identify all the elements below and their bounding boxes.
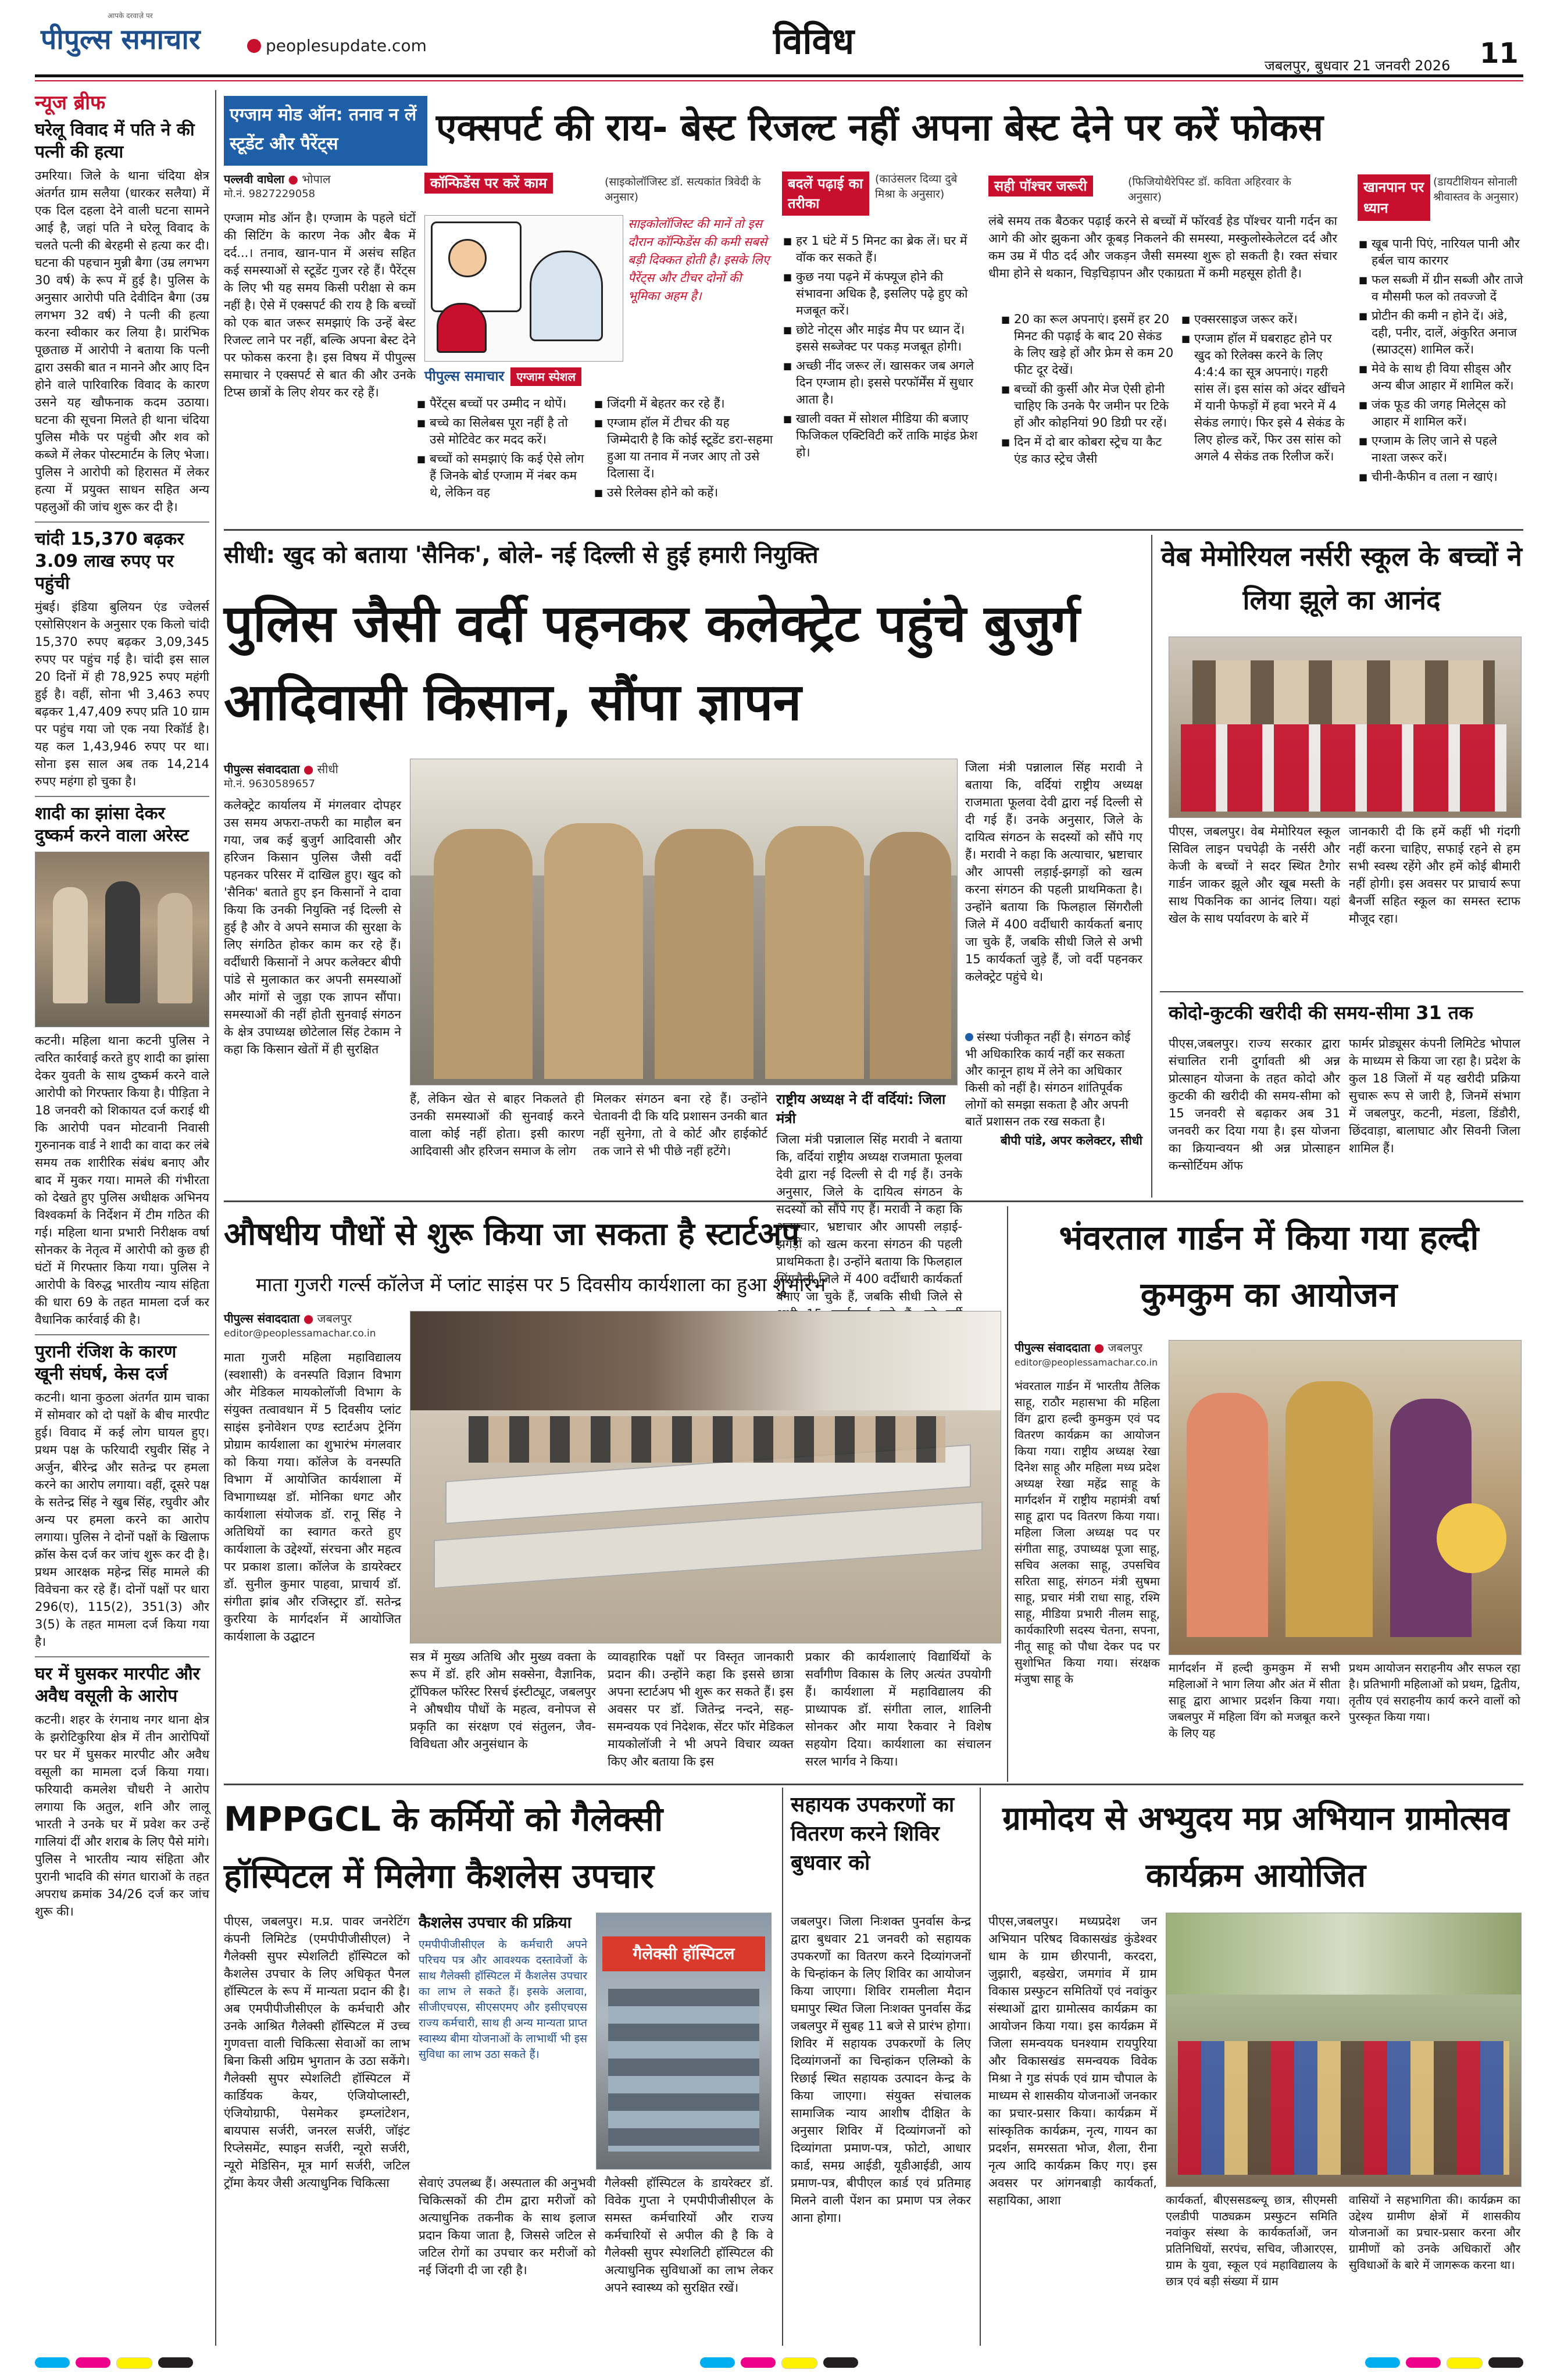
- brief-title: घर में घुसकर मारपीट और अवैध वसूली के आरोप: [35, 1664, 200, 1706]
- masthead-rule: [35, 74, 1523, 77]
- logo-tagline: आपके दरवाज़े पर: [108, 12, 153, 20]
- cartoon-quote: साइकोलॉजिस्ट की मानें तो इस दौरान कॉन्फिडेंस की कमी सबसे बड़ी दिक्कत होती है। इसके लिए पैरेंट्स और टीचर दोनों की भूमिका अहम है।: [628, 217, 770, 303]
- startup-byline: पीपुल्स संवाददाता ● जबलपुर editor@peoplessamachar.co.in: [224, 1311, 376, 1339]
- exam-cartoon: [424, 215, 623, 362]
- masthead-logo: [41, 12, 238, 57]
- brief-body: कटनी। महिला थाना कटनी पुलिस ने त्वरित कार्रवाई करते हुए शादी का झांसा देकर युवती के साथ दुष्कर्म करने वाले आरोपी को गिरफ्तार किया है। पीड़िता ने 18 जनवरी को शिकायत दर्ज कराई थी कि आरोपी पवन मोटवानी निवासी गुरुनानक वार्ड ने शादी का वादा कर लंबे समय तक शारीरिक संबंध बनाए और बाद में मुकर गया। मामले की गंभीरता को देखते हुए पुलिस अधीक्षक अभिनय विश्वकर्मा के निर्देशन में टीम गठित की गई। महिला थाना प्रभारी निरीक्षक वर्षा सोनकर के नेतृत्व में आरोपी को कुछ ही घंटों में गिरफ्तार किया गया। पुलिस ने आरोपी के विरुद्ध भारतीय न्याय संहिता की धारा 69 के तहत मामला दर्ज कर वैधानिक कार्रवाई की है।: [35, 1034, 209, 1327]
- mppgcl-headline: MPPGCL के कर्मियों को गैलेक्सी हॉस्पिटल में मिलेगा कैशलेस उपचार: [224, 1799, 663, 1896]
- startup-right-rule: [1007, 1206, 1008, 1782]
- yellow-swatch: [781, 2357, 817, 2369]
- brief-label: न्यूज ब्रीफ: [35, 91, 106, 115]
- site-url[interactable]: peoplesupdate.com: [266, 36, 427, 55]
- magenta-swatch: [1406, 2357, 1441, 2368]
- black-swatch: [1488, 2357, 1523, 2368]
- brief-divider: [35, 521, 209, 523]
- police-col-4: जिला मंत्री पन्नालाल सिंह मरावी ने बताया कि, वर्दियां राष्ट्रीय अध्यक्ष राजमाता फूलवा देवी द्वारा नई दिल्ली से दी गई हैं। उनके अनुसार, जिले के दायित्व संगठन के सदस्यों को सौंपे गए हैं। मरावी ने कहा कि अत्याचार, भ्रष्टाचार और आपसी लड़ाई-झगड़ों को खत्म करना संगठन की पहली प्राथमिकता है। उन्होंने बताया कि फिलहाल सिंगरौली जिले में 400 वर्दीधारी कार्यकर्ता बनाए जा चुके हैं, जबकि सीधी जिले से अभी 15 कार्यकर्ता जुड़े हैं, जो वर्दी पहनकर कलेक्ट्रेट पहुंचे थे।: [965, 760, 1142, 984]
- haldi-byline: पीपुल्स संवाददाता ● जबलपुर editor@peoplessamachar.co.in: [1015, 1341, 1158, 1368]
- section-title: विविध: [773, 20, 855, 62]
- yellow-swatch: [1447, 2357, 1483, 2369]
- brief-title: घरेलू विवाद में पति ने की पत्नी की हत्या: [35, 120, 195, 162]
- haldi-headline: भंवरताल गार्डन में किया गया हल्दी कुमकुम का आयोजन: [1059, 1218, 1479, 1314]
- masthead: [0, 0, 1557, 76]
- nursery-headline: वेब मेमोरियल नर्सरी स्कूल के बच्चों ने लिया झूले का आनंद: [1161, 541, 1522, 616]
- cashless-box-body: एमपीपीजीसीएल के कर्मचारी अपने परिचय पत्र और आवश्यक दस्तावेजों के साथ गैलेक्सी हॉस्पिटल में कैशलेस उपचार का लाभ ले सकते हैं। इसके अलावा, सीजीएचएस, सीएसएमए और इसीएचएस राज्य कर्मचारी, साथ ही अन्य मान्यता प्राप्त स्वास्थ्य बीमा योजनाओं के लाभार्थी भी इस सुविधा का लाभ उठा सकते हैं।: [419, 1938, 587, 2061]
- cashless-box-title: कैशलेस उपचार की प्रक्रिया: [419, 1914, 572, 1932]
- gram-caption-a: कार्यकर्ता, बीएससडब्ल्यू छात्र, सीएमसी एलडीपी पाठ्यक्रम प्रस्फुटन समिति नवांकुर संस्था के कार्यकर्ताओं, जन प्रतिनिधियों, सरपंच, सचिव, जीआरएस, ग्राम के युवा, स्कूल एवं महाविद्यालय के छात्र एवं बड़ी संख्या में ग्राम: [1166, 2193, 1337, 2288]
- exam-bottom-rule: [224, 529, 1523, 531]
- posture-bullets-a: ■ 20 का रूल अपनाएं। इसमें हर 20 मिनट की पढ़ाई के बाद 20 सेकंड के लिए खड़े हों और फ्रेम से कम 20 फीट दूर देखें। ■ बच्चों की कुर्सी और मेज ऐसी होनी चाहिए कि उनके पैर जमीन पर टिके हों और कोहनियां 90 डिग्री पर रहें। ■ दिन में दो बार कोबरा स्ट्रेच या कैट एंड काउ स्ट्रेच जैसी: [1000, 311, 1174, 526]
- police-right-rule: [1151, 535, 1152, 1198]
- kodo-body-b: फार्मर प्रोड्यूसर कंपनी लिमिटेड भोपाल के माध्यम से किया जा रहा है। प्रदेश के कुल 18 जिलों में यह खरीदी प्रक्रिया सुचारू रूप से जारी है, जिनमें संभाग में जबलपुर, कटनी, मंडला, डिंडौरी, छिंदवाड़ा, बालाघाट और सिवनी जिला शामिल हैं।: [1349, 1037, 1520, 1155]
- exam-headline: एक्सपर्ट की राय- बेस्ट रिजल्ट नहीं अपना बेस्ट देने पर करें फोकस: [436, 106, 1323, 149]
- confidence-bullets-b: ■ जिंदगी में बेहतर कर रहे हैं। ■ एग्जाम हॉल में टीचर की यह जिम्मेदारी है कि कोई स्टूडेंट डरा-सहमा हुआ या तनाव में नजर आए तो उसे दिलासा दें। ■ उसे रिलेक्स होने को कहें।: [593, 395, 773, 523]
- location-dot-icon: ●: [1094, 1341, 1105, 1355]
- news-brief-column: [35, 90, 209, 2346]
- haldi-caption-a: मार्गदर्शन में हल्दी कुमकुम में सभी महिलाओं ने भाग लिया और अंत में सीता साहू द्वारा आभार प्रदर्शन किया गया। जबलपुर में महिला विंग को मजबूत करने के लिए यह: [1169, 1661, 1340, 1740]
- brief-body: कटनी। शहर के रंगनाथ नगर थाना क्षेत्र के झरोटिकुरिया क्षेत्र में तीन आरोपियों पर घर में घुसकर मारपीट और अवैध वसूली का मामला दर्ज किया गया। फरियादी कमलेश चौधरी ने आरोप लगाया कि अतुल, शनि और लालू भारती ने उनके घर में प्रवेश कर उन्हें गालियां दीं और शराब के लिए पैसे मांगे। पुलिस ने भारतीय न्याय संहिता और पुरानी भादवि की संगत धाराओं के तहत अपराध क्रमांक 34/26 दर्ज कर जांच शुरू की।: [35, 1713, 209, 1918]
- haldi-caption-b: प्रथम आयोजन सराहनीय और सफल रहा है। प्रतिभागी महिलाओं को प्रथम, द्वितीय, तृतीय एवं सराहनीय कार्य करने वालों को पुरस्कृत किया गया।: [1349, 1661, 1520, 1724]
- brief-body: उमरिया। जिले के थाना चंदिया क्षेत्र अंतर्गत ग्राम सलैया (धारकर सलैया) में एक दिल दहला देने वाली घटना सामने आई है, जहां पति ने घरेलू विवाद के चलते पत्नी की बेरहमी से हत्या कर दी। घटना की पहचान मुन्नी बैगा (उम्र लगभग 30 वर्ष) के रूप में हुई है। पुलिस के अनुसार आरोपी पति देवीदिन बैगा (उम्र लगभग 32 वर्ष) ने पत्नी की हत्या करना स्वीकार कर लिया है। प्रारंभिक पूछताछ में आरोपी ने बताया कि पत्नी द्वारा उसकी बात न मानने और आए दिन होने वाले पारिवारिक विवाद के कारण उसने यह खौफनाक कदम उठाया। घटना की सूचना मिलते ही थाना चंदिया पुलिस मौके पर पहुंची और शव को कब्जे में लेकर पोस्टमार्टम के लिए भेजा। पुलिस ने आरोपी को हिरासत में लेकर हत्या में प्रयुक्त साधन सहित अन्य पहलुओं की जांच शुरू कर दी है।: [35, 169, 209, 514]
- cyan-swatch: [1365, 2357, 1400, 2368]
- nursery-body-a: पीएस, जबलपुर। वेब मेमोरियल स्कूल सिविल लाइन पचपेढ़ी के नर्सरी और केजी के बच्चों ने सदर स्थित टैगोर गार्डन जाकर झूले और खूब मस्ती के साथ पिकनिक का आनंद लिया। यहां खेल के साथ पर्यावरण के बारे में: [1169, 824, 1340, 925]
- page-number: 11: [1480, 37, 1519, 70]
- kodo-headline: कोदो-कुटकी खरीदी की समय-सीमा 31 तक: [1169, 1002, 1473, 1024]
- location-dot-icon: ●: [288, 172, 298, 186]
- posture-source: (फिजियोथैरेपिस्ट डॉ. कविता अहिरवार के अनुसार): [1128, 176, 1291, 203]
- brief-body: कटनी। थाना कुठला अंतर्गत ग्राम चाका में सोमवार को दो पक्षों के बीच मारपीट हुई। विवाद में कई लोग घायल हुए। प्रथम पक्ष के फरियादी रघुवीर सिंह ने अर्जुन, बीरेन्द्र और सतेन्द्र पर हमला करने का आरोप लगाया। वहीं, दूसरे पक्ष के सतेन्द्र सिंह ने खुब सिंह, रघुवीर और अन्य पर हमला करने का आरोप लगाया। पुलिस ने दोनों पक्षों के खिलाफ क्रॉस केस दर्ज कर जांच शुरू कर दी है। प्रथम आरक्षक महेन्द्र सिंह मामले की विवेचना कर रहे हैं। दोनों पक्षों पर धारा 296(ए), 115(2), 351(3) और 3(5) के तहत मामला दर्ज किया गया है।: [35, 1391, 209, 1649]
- arrest-photo: [35, 852, 209, 1027]
- confidence-bullets-a: ■ पैरेंट्स बच्चों पर उम्मीद न थोपें। ■ बच्चे का सिलेबस पूरा नहीं है तो उसे मोटिवेट कर मदद करें। ■ बच्चों को समझाएं कि कई ऐसे लोग हैं जिनके बोर्ड एग्जाम में नंबर कम थे, लेकिन वह: [416, 395, 584, 523]
- brief-column-rule: [215, 90, 216, 2346]
- sahayak-right-rule: [980, 1788, 981, 2346]
- police-col-4a: जिला मंत्री पन्नालाल सिंह मरावी ने बताया कि, वर्दियां राष्ट्रीय अध्यक्ष राजमाता फूलवा देवी द्वारा नई दिल्ली से दी गई हैं। उनके अनुसार, जिले के दायित्व संगठन के सदस्यों को सौंपे गए हैं। मरावी ने कहा कि अत्याचार, भ्रष्टाचार और आपसी लड़ाई-झगड़ों को खत्म करना संगठन की पहली प्राथमिकता है। उन्होंने बताया कि फिलहाल सिंगरौली जिले में 400 वर्दीधारी कार्यकर्ता बनाए जा चुके हैं, जबकि सीधी जिले से: [776, 1132, 962, 1303]
- globe-icon: [247, 39, 261, 53]
- startup-col-1: माता गुजरी महिला महाविद्यालय (स्वशासी) के वनस्पति विज्ञान विभाग और मेडिकल मायकोलॉजी विभाग के संयुक्त तत्वावधान में 5 दिवसीय प्लांट साइंस इनोवेशन एण्ड स्टार्टअप ट्रेनिंग प्रोग्राम कार्यशाला का शुभारंभ मंगलवार को किया गया। कॉलेज के वनस्पति विभाग में आयोजित कार्यशाला में विभागाध्यक्ष डॉ. मोनिका धगट और कार्यशाला संयोजक डॉ. रानू सिंह ने अतिथियों का स्वागत करते हुए कार्यशाला के उद्देश्यों, संरचना और महत्व पर प्रकाश डाला। कॉलेज के डायरेक्टर डॉ. सुनील कुमार पाहवा, प्राचार्य डॉ. संगीता झांब और रजिस्ट्रार डॉ. सतेन्द्र कुररिया के मार्गदर्शन में आयोजित कार्यशाला के उद्घाटन: [224, 1350, 401, 1643]
- quote-bullet-icon: [965, 1033, 973, 1041]
- brief-title: चांदी 15,370 बढ़कर 3.09 लाख रुपए पर पहुंची: [35, 529, 184, 594]
- brief-title: शादी का झांसा देकर दुष्कर्म करने वाला अरेस्ट: [35, 803, 189, 846]
- brief-body: मुंबई। इंडिया बुलियन एंड ज्वेलर्स एसोसिएशन के अनुसार एक किलो चांदी 15,370 रुपए बढ़कर 3,09,345 रुपए पर पहुंच गई है। चांदी इस साल 20 दिनों में ही 78,925 रुपए महंगी हुई है। वहीं, सोना भी 3,463 रुपए बढ़कर 1,47,409 रुपए प्रति 10 ग्राम पर पहुंच गया जो एक नया रिकॉर्ड है। यह कल 1,43,946 रुपए पर था। सोना इस साल अब तक 14,214 रुपए महंगा हो चुका है।: [35, 600, 209, 788]
- black-swatch: [158, 2357, 193, 2368]
- sahayak-headline: सहायक उपकरणों का वितरण करने शिविर बुधवार को: [791, 1793, 955, 1875]
- magenta-swatch: [741, 2357, 776, 2368]
- nursery-photo: [1169, 637, 1522, 818]
- haldi-photo: [1169, 1340, 1522, 1655]
- mppgcl-right-rule: [782, 1788, 783, 2346]
- masthead-rule-thin: [35, 80, 1523, 81]
- startup-col-2: सत्र में मुख्य अतिथि और मुख्य वक्ता के रूप में डॉ. हरि ओम सक्सेना, वैज्ञानिक, ट्रॉपिकल फॉरेस्ट रिसर्च इंस्टीट्यूट, जबलपुर ने औषधीय पौधों के महत्व, वनोपज से प्रकृति का संरक्षण एवं संतुलन, जैव-विविधता और अनुसंधान के: [410, 1650, 596, 1751]
- brief-item: [35, 1663, 209, 1920]
- confidence-tag: कॉन्फिडेंस पर करें काम: [424, 174, 599, 203]
- brief-item: [35, 1341, 209, 1650]
- diet-source: (डायटीशियन सोनाली श्रीवास्तव के अनुसार): [1433, 176, 1519, 203]
- police-col-2: हैं, लेकिन खेत से बाहर निकलते ही उनकी समस्याओं की सुनवाई करने वाला कोई नहीं होता। इसी कारण आदिवासी और हरिजन समाज के लोग: [410, 1092, 584, 1158]
- exam-byline: पल्लवी वाघेला ● भोपाल मो.नं. 9827229058: [224, 172, 331, 200]
- study-tag: बदलें पढ़ाई का तरीका: [782, 171, 869, 224]
- workshop-photo: [410, 1311, 1001, 1643]
- cyan-swatch: [700, 2357, 735, 2368]
- police-kicker: सीधी: खुद को बताया 'सैनिक', बोले- नई दिल्ली से हुई हमारी नियुक्ति: [224, 542, 819, 569]
- mppgcl-photo-caption: सेवाएं उपलब्ध हैं। अस्पताल की अनुभवी चिकित्सकों की टीम द्वारा मरीजों को अत्याधुनिक तकनीक के साथ इलाज प्रदान किया जाता है, जिससे जटिल से जटिल रोगों का उपचार कर मरीजों को नई जिंदगी दी जा रही है।: [419, 2176, 596, 2277]
- hospital-photo: [596, 1913, 772, 2170]
- startup-headline: औषधीय पौधों से शुरू किया जा सकता है स्टार्टअप: [224, 1216, 799, 1252]
- startup-col-4: प्रकार की कार्यशालाएं विद्यार्थियों के सर्वांगीण विकास के लिए अत्यंत उपयोगी हैं। कार्यशाला में महाविद्यालय की प्राध्यापक डॉ. संगीता लाल, शालिनी सोनकर और माया रैकवार ने विशेष सहयोग दिया। कार्यशाला का संचालन सरल भार्गव ने किया।: [805, 1650, 991, 1768]
- diet-bullets: ■ खूब पानी पिएं, नारियल पानी और हर्बल चाय कारगर ■ फल सब्जी में ग्रीन सब्जी और ताजे व मौसमी फल को तवज्जो दें ■ प्रोटीन की कमी न होने दें। अंडे, दही, पनीर, दालें, अंकुरित अनाज (स्प्राउट्स) शामिल करें। ■ मेवे के साथ ही विया सीड्स और अन्य बीज आहार में शामिल करें। ■ जंक फूड की जगह मिलेट्स को आहार में शामिल करें। ■ एग्जाम के लिए जाने से पहले नाश्ता जरूर करें। ■ चीनी-कैफीन व तला न खाएं।: [1358, 235, 1523, 526]
- gram-body: पीएस,जबलपुर। मध्यप्रदेश जन अभियान परिषद विकासखंड कुंडेश्वर धाम के ग्राम छीरपानी, करदरा, जुझारी, बड़खेरा, जमगांव में ग्राम विकास प्रस्फुटन समितियों एवं नवांकुर संस्थाओं द्वारा ग्रामोत्सव कार्यक्रम का आयोजन किया गया। इस कार्यक्रम में जिला समन्वयक घनश्याम रायपुरिया और विकासखंड समन्वयक विवेक मिश्रा ने गुड संपर्क एवं ग्राम चौपाल के माध्यम से शासकीय योजनाओं जनकार का प्रचार-प्रसार किया। कार्यक्रम में सांस्कृतिक कार्यक्रम, नृत्य, गायन का प्रदर्शन, समरसता भोज, शैला, रीना नृत्य आदि कार्यक्रम किए गए। इस अवसर पर आंगनबाड़ी कार्यकर्ता, सहायिका, आशा: [988, 1914, 1157, 2207]
- haldi-body: भंवरताल गार्डन में भारतीय तैलिक साहू, राठौर महासभा की महिला विंग द्वारा हल्दी कुमकुम एवं पद वितरण कार्यक्रम का आयोजन किया गया। राष्ट्रीय अध्यक्ष रेखा दिनेश साहू और महिला मध्य प्रदेश अध्यक्ष रेखा महेंद्र साहू के मार्गदर्शन में राष्ट्रीय महामंत्री वर्षा साहू द्वारा पद वितरण किया गया। महिला जिला अध्यक्ष पद पर संगीता साहू, उपाध्यक्ष पूजा साहू, सचिव अलका साहू, उपसचिव सरिता साहू, संगठन मंत्री सुषमा साहू, प्रचार मंत्री राधा साहू, रश्मि साहू, मीडिया प्रभारी नीलम साहू, कार्यकारिणी सदस्य चेतना, सपना, नीतू साहू को पौधा देकर पद पर सुशोभित किया गया। संरक्षक मंजुषा साहू के: [1015, 1379, 1160, 1686]
- cyan-swatch: [35, 2357, 70, 2368]
- confidence-source: (साइकोलॉजिस्ट डॉ. सत्यकांत त्रिवेदी के अनुसार): [605, 176, 761, 203]
- police-byline: पीपुल्स संवाददाता ● सीधी मो.नं. 9630589657: [224, 762, 338, 790]
- black-swatch: [823, 2357, 858, 2368]
- police-quote-box: संस्था पंजीकृत नहीं है। संगठन कोई भी अधिकारिक कार्य नहीं कर सकता और कानून हाथ में लेने का अधिकार किसी को नहीं है। संगठन शांतिपूर्वक लोगों को समझा सकता है और अपनी बातें प्रशासन तक रख सकता है। बीपी पांडे, अपर कलेक्टर, सीधी: [965, 1030, 1142, 1148]
- exam-special-badge: पीपुल्स समाचार एग्जाम स्पेशल: [424, 366, 622, 395]
- brief-item: [35, 119, 209, 516]
- police-col-3: मिलकर संगठन बना रहे हैं। उन्होंने चेतावनी दी कि यदि प्रशासन उनकी बात नहीं सुनेगा, तो वे कोर्ट और हाईकोर्ट तक जाने से भी पीछे नहीं हटेंगे।: [593, 1092, 767, 1158]
- startup-subhead: माता गुजरी गर्ल्स कॉलेज में प्लांट साइंस पर 5 दिवसीय कार्यशाला का हुआ शुभारंभ: [256, 1273, 826, 1296]
- diet-tag: खानपान पर ध्यान: [1358, 174, 1430, 233]
- print-color-strip: [35, 2354, 1523, 2372]
- brief-title: पुरानी रंजिश के कारण खूनी संघर्ष, केस दर्ज: [35, 1342, 177, 1384]
- gram-caption-b: वासियों ने सहभागिता की। कार्यक्रम का उद्देश्य ग्रामीण क्षेत्रों में शासकीय योजनाओं का प्रचार-प्रसार करना और ग्रामीणों को उनके अधिकारों और सुविधाओं के बारे में जागरूक करना था।: [1349, 2193, 1520, 2272]
- mid-rule: [224, 1200, 1523, 1202]
- magenta-swatch: [76, 2357, 110, 2368]
- exam-kicker: एग्जाम मोड ऑन: तनाव न लें स्टूडेंट और पैरेंट्स: [224, 96, 427, 166]
- study-bullets: ■ हर 1 घंटे में 5 मिनट का ब्रेक लें। घर में वॉक कर सकते हैं। ■ कुछ नया पढ़ने में कंफ्यूज होने की संभावना अधिक है, इसलिए पढ़े हुए को मजबूत करें। ■ छोटे नोट्स और माइंड मैप पर ध्यान दें। इससे सब्जेक्ट पर पकड़ मजबूत होगी। ■ अच्छी नींद जरूर लें। खासकर जब अगले दिन एग्जाम हो। इससे परफॉर्मेंस में सुधार आता है। ■ खाली वक्त में सोशल मीडिया की बजाए फिजिकल एक्टिविटी करें ताकि माइंड फ्रेश हो।: [782, 233, 980, 523]
- location-dot-icon: ●: [303, 762, 314, 776]
- police-subhead: राष्ट्रीय अध्यक्ष ने दीं वर्दियां: जिला मंत्री: [776, 1091, 946, 1127]
- nursery-body-b: जानकारी दी कि हमें कहीं भी गंदगी नहीं करना चाहिए, सफाई रहने से हम सभी स्वस्थ रहेंगे और हमें कोई बीमारी नहीं होगी। इस अवसर पर प्राचार्य रूपा बैनर्जी सहित स्कूल का समस्त स्टाफ मौजूद रहा।: [1349, 824, 1520, 925]
- uniformed-farmers-photo: [410, 759, 958, 1085]
- study-source: (काउंसलर दिव्या दुबे मिश्रा के अनुसार): [875, 173, 958, 201]
- brief-item: [35, 803, 209, 1328]
- hospital-sign: गैलेक्सी हॉस्पिटल: [602, 1936, 765, 1971]
- sahayak-body: जबलपुर। जिला निःशक्त पुनर्वास केन्द्र द्वारा बुधवार 21 जनवरी को सहायक उपकरणों का वितरण करने दिव्यांगजनों के चिन्हांकन के लिए शिविर का आयोजन किया जाएगा। शिविर रामलीला मैदान घमापुर स्थित जिला निःशक्त पुनर्वास केंद्र जबलपुर में सुबह 11 बजे से प्रारंभ होगा। शिविर में सहायक उपकरणों के लिए दिव्यांगजनों का चिन्हांकन एलिम्को के रिछाई स्थित सहायक उत्पादन केन्द्र के किया जाएगा। संयुक्त संचालक सामाजिक न्याय आशीष दीक्षित के अनुसार शिविर में दिव्यांगजनों को दिव्यांगता प्रमाण-पत्र, फोटो, आधार कार्ड, समग्र आईडी, यूडीआईडी, आय प्रमाण-पत्र, बीपीएल कार्ड एवं प्रतिमाह मिलने वाली पेंशन का प्रमाण पत्र लेकर आना होगा।: [791, 1914, 971, 2225]
- police-headline: पुलिस जैसी वर्दी पहनकर कलेक्ट्रेट पहुंचे बुजुर्ग आदिवासी किसान, सौंपा ज्ञापन: [224, 594, 1080, 732]
- nursery-bottom-rule: [1160, 991, 1523, 992]
- location-dot-icon: ●: [303, 1311, 314, 1325]
- exam-intro: एग्जाम मोड ऑन है। एग्जाम के पहले घंटों की सिटिंग के कारण नेक और बैक में दर्द...। तनाव, खान-पान में असंच सहित कई समस्याओं से स्टूडेंट गुजर रहे हैं। पैरेंट्स के लिए भी यह समय किसी परीक्षा से कम नहीं है। ऐसे में एक्सपर्ट की राय है कि बच्चों को एक बात जरूर समझाएं कि उन्हें बेस्ट रिजल्ट लाने पर नहीं, बल्कि अपना बेस्ट देने पर फोकस करना है। इस विषय में पीपुल्स समाचार ने एक्सपर्ट से बात की और उनके टिप्स छात्रों के लिए शेयर कर रहे हैं।: [224, 211, 416, 399]
- mppgcl-col-3: गैलेक्सी हॉस्पिटल के डायरेक्टर डॉ. विवेक गुप्ता ने एमपीपीजीसीएल के समस्त कर्मचारियों और राज्य कर्मचारियों से अपील की है कि वे गैलेक्सी सुपर स्पेशलिटी हॉस्पिटल की अत्याधुनिक सुविधाओं का लाभ लेकर अपने स्वास्थ्य को सुरक्षित रखें।: [605, 2176, 773, 2295]
- lower-rule: [224, 1784, 1523, 1785]
- gram-photo: [1166, 1913, 1522, 2187]
- dateline: जबलपुर, बुधवार 21 जनवरी 2026: [1265, 58, 1451, 74]
- logo-text: पीपुल्स समाचार: [41, 23, 201, 56]
- url-row: [247, 36, 427, 55]
- mppgcl-col-1: पीएस, जबलपुर। म.प्र. पावर जनरेटिंग कंपनी लिमिटेड (एमपीपीजीसीएल) ने गैलेक्सी सुपर स्पेशलिटी हॉस्पिटल को कैशलेस उपचार के लिए अधिकृत पैनल हॉस्पिटल के रूप में मान्यता प्रदान की है। अब एमपीपीजीसीएल के कर्मचारी और उनके आश्रित गैलेक्सी हॉस्पिटल में उच्च गुणवत्ता वाली चिकित्सा सेवाओं का लाभ बिना किसी अग्रिम भुगतान के उठा सकेंगे। गैलेक्सी सुपर स्पेशलिटी हॉस्पिटल में कार्डियक केयर, एंजियोप्लास्टी, एंजियोग्राफी, पेसमेकर इम्प्लांटेशन, बायपास सर्जरी, जनरल सर्जरी, जॉइंट रिप्लेसमेंट, स्पाइन सर्जरी, न्यूरो सर्जरी, न्यूरो मेडिसिन, मूत्र मार्ग सर्जरी, जटिल ट्रॉमा केयर जैसी अत्याधुनिक चिकित्सा: [224, 1914, 410, 2190]
- startup-col-3: व्यावहारिक पक्षों पर विस्तृत जानकारी प्रदान की। उन्होंने कहा कि इससे छात्रा अपना स्टार्टअप भी शुरू कर सकते हैं। इस अवसर पर डॉ. जितेन्द्र नन्दने, सह-समन्वयक एवं निदेशक, सेंटर फॉर मेडिकल मायकोलॉजी ने भी अपने विचार व्यक्त किए और बताया कि इस: [608, 1650, 794, 1768]
- police-col-1: कलेक्ट्रेट कार्यालय में मंगलवार दोपहर उस समय अफरा-तफरी का माहौल बन गया, जब कई बुजुर्ग आदिवासी और हरिजन किसान पुलिस जैसी वर्दी पहनकर परिसर में दाखिल हुए। खुद को 'सैनिक' बताते हुए इन किसानों ने दावा किया कि उनकी नियुक्ति नई दिल्ली से हुई है और वे अपने समाज की सुरक्षा के लिए संगठित होकर काम कर रहे हैं। वर्दीधारी किसानों ने अपर कलेक्टर बीपी पांडे से मुलाकात कर अपनी समस्याओं और मांगों से जुड़ा एक ज्ञापन सौंपा। समस्याओं की नहीं होती सुनवाई संगठन के क्षेत्र उपाध्यक्ष छोटेलाल सिंह टेकाम ने कहा कि किसान खेतों में ही सुरक्षित: [224, 798, 401, 1056]
- cashless-box: [419, 1913, 587, 2157]
- posture-bullets-b: ■ एक्सरसाइज जरूर करें। ■ एग्जाम हॉल में घबराहट होने पर खुद को रिलेक्स करने के लिए 4:4:4 का सूत्र अपनाएं। गहरी सांस लें। इस सांस को अंदर खींचने में यानी फेफड़ों में हवा भरने में 4 सेकंड लगाएं। फिर इसे 4 सेकंड के लिए होल्ड करें, फिर उस सांस को अगले 4 सेकंड तक रिलीज करें।: [1180, 311, 1349, 526]
- yellow-swatch: [116, 2357, 152, 2369]
- kodo-body-a: पीएस,जबलपुर। राज्य सरकार द्वारा संचालित रानी दुर्गावती श्री अन्न प्रोत्साहन योजना के तहत कोदो और कुटकी की खरीदी की समय-सीमा को 15 जनवरी से बढ़ाकर अब 31 जनवरी कर दिया गया है। इस योजना का क्रियान्वयन श्री अन्न प्रोत्साहन कन्सोर्टियम ऑफ: [1169, 1037, 1340, 1173]
- quote-attribution: बीपी पांडे, अपर कलेक्टर, सीधी: [1000, 1134, 1142, 1148]
- posture-intro: लंबे समय तक बैठकर पढ़ाई करने से बच्चों में फॉरवर्ड हेड पॉश्चर यानी गर्दन का आगे की ओर झुकना और कूबड़ निकलने की समस्या, मस्कुलोस्केलेटल दर्द और कम उम्र में पीठ दर्द और जकड़न जैसी समस्या शुरू हो सकती है। रक्त संचार धीमा होने से थकान, चिड़चिड़ापन और एकाग्रता में कमी महसूस होती है।: [988, 214, 1337, 280]
- posture-tag: सही पॉश्चर जरूरी: [988, 177, 1128, 206]
- brief-item: [35, 528, 209, 790]
- gram-headline: ग्रामोदय से अभ्युदय मप्र अभियान ग्रामोत्सव कार्यक्रम आयोजित: [1002, 1800, 1509, 1895]
- brief-divider: [35, 1334, 209, 1335]
- brief-divider: [35, 796, 209, 797]
- brief-divider: [35, 1656, 209, 1657]
